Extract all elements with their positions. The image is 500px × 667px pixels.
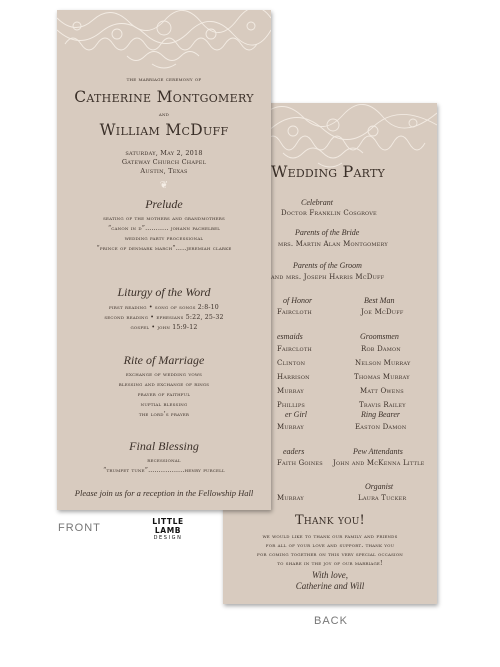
organist-role: Organist <box>365 482 394 491</box>
event-date: saturday, May 2, 2018 <box>125 149 203 157</box>
program-line: “canon in d”……….. johann pachelbel <box>107 225 221 232</box>
message-line: for coming together on this very special occasion <box>256 551 403 558</box>
wedding-party-title: Wedding Party <box>271 162 385 181</box>
groomsman-name: Thomas Murray <box>354 373 410 381</box>
ring-bearer-role: Ring Bearer <box>361 410 401 419</box>
groom-parents-role: Parents of the Groom <box>293 261 362 270</box>
program-line: first reading • song of songs 2:8-10 <box>109 304 219 311</box>
program-line: second reading • ephesians 5:22, 25-32 <box>104 314 224 321</box>
bridesmaid-name: Faircloth <box>277 345 312 353</box>
back-caption: BACK <box>314 615 348 627</box>
ceremony-intro: the marriage ceremony of <box>126 76 202 83</box>
soloist-name: Murray <box>277 494 304 502</box>
bride-parents-names: mrs. Martin Alan Montgomery <box>278 240 388 248</box>
flourish-ornament: ❦ <box>159 180 169 191</box>
best-man-role: Best Man <box>364 296 395 305</box>
bride-name: Catherine Montgomery <box>74 88 254 106</box>
bridesmaids-role: esmaids <box>277 332 303 341</box>
maid-of-honor-name: Faircloth <box>277 308 312 316</box>
bridesmaid-name: Clinton <box>277 359 306 367</box>
pew-attendants-role: Pew Attendants <box>353 447 403 456</box>
bridesmaid-name: Phillips <box>277 401 306 409</box>
final-blessing-section <box>57 456 271 476</box>
thank-you-heading: Thank you! <box>295 513 365 528</box>
liturgy-section <box>57 303 271 333</box>
message-line: for all of your love and support. thank you <box>265 542 395 549</box>
groomsman-name: Nelson Murray <box>355 359 411 367</box>
signature-line: With love, <box>312 570 348 580</box>
pew-attendants-names: John and McKenna Little <box>333 459 425 467</box>
prelude-heading: Prelude <box>145 197 183 211</box>
logo-wordmark: LITTLE LAMB <box>152 517 184 535</box>
maid-of-honor-role: of Honor <box>283 296 313 305</box>
message-line: to share in the joy of our marriage! <box>277 560 383 567</box>
final-blessing-heading: Final Blessing <box>129 439 199 453</box>
message-line: we would like to thank our family and friends <box>262 533 398 540</box>
liturgy-heading: Liturgy of the Word <box>117 285 211 299</box>
groomsman-name: Matt Owens <box>360 387 404 395</box>
program-line: the lord’s prayer <box>138 411 190 418</box>
ring-bearer-name: Easton Damon <box>355 423 407 431</box>
program-line: gospel • john 15:9-12 <box>130 324 198 331</box>
groom-parents-names: and mrs. Joseph Harris McDuff <box>271 273 385 281</box>
event-details <box>57 149 271 176</box>
celebrant-role: Celebrant <box>301 198 333 207</box>
thank-you-message <box>223 532 437 568</box>
event-venue: Gateway Church Chapel <box>121 158 207 166</box>
front-card <box>57 10 271 510</box>
celebrant-name: Doctor Franklin Cosgrove <box>281 209 377 217</box>
and-text: and <box>158 111 170 118</box>
bridesmaid-name: Harrison <box>277 373 310 381</box>
rite-heading: Rite of Marriage <box>123 353 205 367</box>
little-lamb-logo <box>138 517 198 547</box>
signature <box>223 570 437 592</box>
program-line: nuptial blessing <box>140 401 188 408</box>
groomsman-name: Rob Damon <box>361 345 401 353</box>
program-line: exchange of wedding vows <box>125 371 203 378</box>
event-city: Austin, Texas <box>140 167 188 175</box>
program-line: recessional <box>147 457 181 464</box>
program-line: blessing and exchange of rings <box>118 381 210 388</box>
groomsmen-role: Groomsmen <box>360 332 399 341</box>
groomsman-name: Travis Railey <box>359 401 406 409</box>
front-caption: FRONT <box>58 522 101 534</box>
best-man-name: Joe McDuff <box>361 308 404 316</box>
flower-girl-role: er Girl <box>285 410 307 419</box>
flower-girl-name: Murray <box>277 423 304 431</box>
logo-subtext: DESIGN <box>153 535 183 541</box>
program-line: seating of the mothers and grandmothers <box>103 215 225 222</box>
bridesmaid-name: Murray <box>277 387 304 395</box>
groom-name: William McDuff <box>99 121 229 139</box>
program-line: wedding party processional <box>124 235 204 242</box>
program-line: “trumpet tune”……......…..henry purcell <box>103 467 225 474</box>
prelude-section <box>57 214 271 254</box>
rite-section <box>57 370 271 420</box>
bride-parents-role: Parents of the Bride <box>295 228 360 237</box>
organist-name: Laura Tucker <box>358 494 407 502</box>
signature-line: Catherine and Will <box>295 581 365 591</box>
reception-note: Please join us for a reception in the Fellowship Hall <box>74 488 254 498</box>
program-line: “prince of denmark march”…..jeremiah clarke <box>96 245 232 252</box>
readers-role: eaders <box>283 447 305 456</box>
program-line: prayer of faithful <box>137 391 191 398</box>
readers-name: Faith Goines <box>277 459 323 467</box>
